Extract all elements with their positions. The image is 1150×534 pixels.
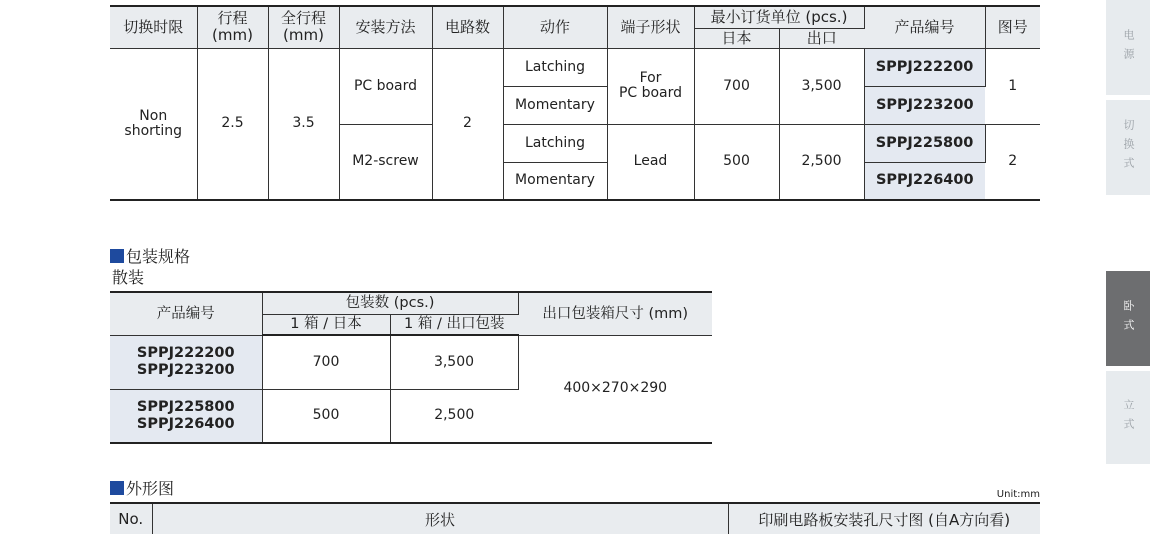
fig-no-1: 1 — [985, 48, 1040, 124]
header-action: 动作 — [503, 6, 607, 48]
unit-label: Unit:mm — [996, 489, 1040, 500]
action-cell: Latching — [503, 48, 607, 86]
side-tab-label: 切换式 — [1122, 119, 1135, 176]
outline-table — [110, 502, 1040, 534]
mount-screw: M2-screw — [339, 124, 432, 200]
outline-title: 外形图 — [110, 479, 174, 499]
header-full-stroke: 全行程 (mm) — [268, 6, 339, 48]
action-cell: Momentary — [503, 162, 607, 200]
section-marker-icon — [110, 249, 124, 263]
header-min-order: 最小订货单位 (pcs.) — [694, 6, 864, 28]
pack-box-size: 400×270×290 — [518, 335, 712, 443]
pack-part-numbers: SPPJ225800 SPPJ226400 — [110, 389, 262, 443]
japan-qty-2: 500 — [694, 124, 779, 200]
part-number: SPPJ223200 — [864, 86, 985, 124]
japan-qty-1: 700 — [694, 48, 779, 124]
side-tab-vertical[interactable] — [1106, 371, 1150, 464]
header-switch: 切换时限 — [110, 6, 197, 48]
terminal-pc: For PC board — [607, 48, 694, 124]
packaging-subtitle: 散装 — [112, 268, 145, 287]
section-marker-icon — [110, 481, 124, 495]
header-export: 出口 — [779, 28, 864, 48]
circuits-value: 2 — [432, 48, 503, 200]
action-cell: Latching — [503, 124, 607, 162]
packaging-title: 包装规格 — [110, 247, 190, 267]
outline-header-no: No. — [110, 503, 152, 534]
pack-export-qty: 2,500 — [390, 389, 518, 443]
switch-value: Non shorting — [110, 48, 197, 200]
header-circuits: 电路数 — [432, 6, 503, 48]
spec-table — [110, 5, 1040, 201]
pack-header-qty: 包装数 (pcs.) — [262, 292, 518, 314]
export-qty-2: 2,500 — [779, 124, 864, 200]
part-number: SPPJ225800 — [864, 124, 985, 162]
terminal-lead: Lead — [607, 124, 694, 200]
side-tab-horizontal[interactable] — [1106, 271, 1150, 366]
side-tab-power[interactable] — [1106, 0, 1150, 95]
part-number: SPPJ226400 — [864, 162, 985, 200]
pack-header-per-japan: 1 箱 / 日本 — [262, 314, 390, 335]
header-part-no: 产品编号 — [864, 6, 985, 48]
packaging-table — [110, 291, 712, 444]
action-cell: Momentary — [503, 86, 607, 124]
outline-header-shape: 形状 — [152, 503, 728, 534]
pack-japan-qty: 500 — [262, 389, 390, 443]
part-number: SPPJ222200 — [864, 48, 985, 86]
export-qty-1: 3,500 — [779, 48, 864, 124]
side-tab-label: 电源 — [1122, 28, 1135, 67]
pack-header-box-size: 出口包装箱尺寸 (mm) — [518, 292, 712, 335]
pack-header-per-export: 1 箱 / 出口包装 — [390, 314, 518, 335]
side-tab-switching[interactable] — [1106, 100, 1150, 195]
full-stroke-value: 3.5 — [268, 48, 339, 200]
header-terminal: 端子形状 — [607, 6, 694, 48]
fig-no-2: 2 — [985, 124, 1040, 200]
pack-japan-qty: 700 — [262, 335, 390, 389]
header-mount: 安装方法 — [339, 6, 432, 48]
outline-header-hole: 印刷电路板安装孔尺寸图 (自A方向看) — [728, 503, 1040, 534]
side-tab-label: 立式 — [1122, 398, 1135, 437]
mount-pc: PC board — [339, 48, 432, 124]
side-tab-label: 卧式 — [1122, 299, 1135, 338]
header-fig-no: 图号 — [985, 6, 1040, 48]
stroke-value: 2.5 — [197, 48, 268, 200]
header-stroke: 行程 (mm) — [197, 6, 268, 48]
pack-header-part-no: 产品编号 — [110, 292, 262, 335]
pack-export-qty: 3,500 — [390, 335, 518, 389]
header-japan: 日本 — [694, 28, 779, 48]
pack-part-numbers: SPPJ222200 SPPJ223200 — [110, 335, 262, 389]
